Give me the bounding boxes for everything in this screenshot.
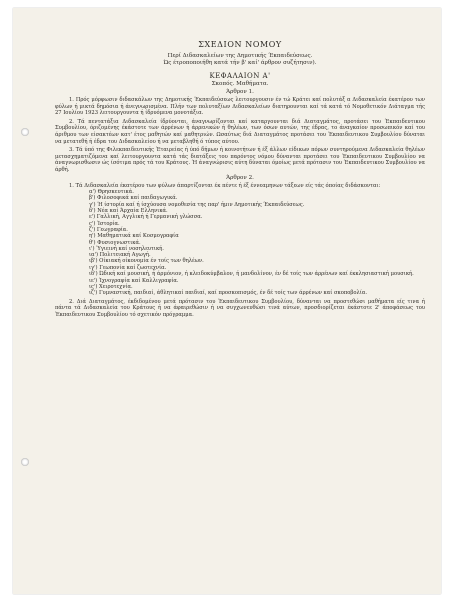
list-item: θ') Φυσιογνωστικά. xyxy=(89,239,141,246)
paragraph-3: 3. Τά ύπό της Φιλεκπαιδευτικής Έταιρείας ή ύπό δήμων ή κοινοτήτων ή έξ άλλων είδικων πόρων συντηρούμενα Διδασκαλεία θηλέων μετασχηματιζόμενα καί λειτουργουντα κατά τάς διατάξεις του παρόντος νόμου δύνανται προτάσει του Έκπαιδευτικου Συμβουλίου να άναγνωρισθωσιν ώς ίσότιμα πρός τά του Κράτους. Ή άναγνώρισις αύτη δύναται όμοίως μετά πρότασιν του Έκπαιδευτικου Συμβουλίου να άρθή. xyxy=(55,147,425,173)
list-item: β') Φιλοσοφικά καί παιδαγωγικά. xyxy=(89,195,178,202)
list-item: δ') Νέα καί Άρχαία Ελληνικά. xyxy=(89,208,168,215)
list-item: γ') Ή ίστορία καί ή ίσχύουσα νομοθεσία της παρ' ήμιν Δημοτικής Έκπαιδεύσεως. xyxy=(89,201,305,208)
list-item: ζ') Γεωγραφία. xyxy=(89,226,128,233)
chapter-subheading: Σκοπός. Μαθήματα. xyxy=(211,81,269,87)
document-body xyxy=(55,40,425,319)
paragraph-5: 2. Διά Διαταγμάτος, έκδιδομένου μετά πρότασιν του Έκπαιδευτικου Συμβουλίου, δύνανται να προστεθώσι μαθήματα είς τινα ή πάντα τά Διδασκαλεία του Κράτους ή να άφαιρεθώσιν ή να συγχωνευθώσι τινά αύτων, προσδιορίζεται έκάστοτε 2' άποφάσεως του Έκπαιδευτικου Συμβουλίου τό σχετικόν πρόγραμμα. xyxy=(55,298,425,318)
subtitle-line-1: Περί Διδασκαλείων της Δημοτικής Έκπαιδεύσεως. xyxy=(167,53,313,59)
document-title: ΣΧΕΔΙΟΝ ΝΟΜΟΥ xyxy=(198,40,282,49)
list-item: ε') Γαλλική, Αγγλική ή Γερμανική γλώσσα. xyxy=(89,214,203,221)
list-item: ιε') Ίχνογραφία καί Καλλιγραφία. xyxy=(89,277,179,284)
list-item: ια') Πολιτειακή Αγωγή. xyxy=(89,252,151,259)
list-item: ς') Ίστορία. xyxy=(89,220,120,227)
subject-list xyxy=(55,189,425,297)
paragraph-2: 2. Τά πεντατάξια Διδασκαλεία ίδρύονται, άναγνωρίζονται καί καταργουνται διά Διαταγμάτος, προτάσει του Έκπαιδευτικου Συμβουλίου, όριζομένης έκάστοτε των άρρένων ή άρρενικών ή θηλέων, των όσων αυτών, της έδρας, το άναγκαίον προσωπικόν καί του άριθμου των είσακτέων κατ' έτος μαθητών καί μαθητριών. Ωσαύτως διά Διαταγμάτος προτάσει του Έκπαιδευτικου Συμβουλίου δύναται να μετατεθή ή έδρα του Διδασκαλείου ή να μεταβληθή ό τύπος αύτου. xyxy=(55,118,425,145)
article-2-heading: Άρθρον 2. xyxy=(226,174,254,181)
paragraph-4: 1. Τά Διδασκαλεία έκατέρου των φύλων άπαρτίζονται έκ πέντε ή έξ έννεαμηνων τάξεων είς τάς όποίας διδάσκονται: xyxy=(69,182,381,189)
paragraph-1: 1. Πρός μόρφωσιν διδασκάλων της Δημοτικής Έκπαιδεύσεως λειτουργουσιν έν τώ Κράτει καί πολυτάξ α Διδασκαλεία έκατέρου των φύλων ή μικτά δημόσια ή άνεγνωρισμένα. Πλήν των πολυταξίων Διδασκαλείων διατηρουνται καί τά κατά τό Νομοθετικόν Διάταγμα τής 27 Ιουλίου 1923 λειτουργουντα ή ίδρυόμενα μονοτάξια. xyxy=(55,97,425,117)
list-item: ιβ') Οίκιακή οίκονομία έν τοίς των θηλέων. xyxy=(89,258,204,265)
list-item: ιζ') Γυμναστική, παιδιαί, άθλητικαί παιδιαί, καί προσκοπισμός, έν δέ τοίς των άρρένων καί σκοποβολία. xyxy=(89,290,368,297)
subtitle-line-2: Ώς έτροποποιήθη κατά τήν β' καί' άρθρον συζήτησιν). xyxy=(163,60,317,66)
list-item: ιγ') Γεωπονία καί ζωοτεχνία. xyxy=(89,264,167,271)
list-item: ι') Ύγιεινή καί νοσηλευτική. xyxy=(89,245,164,252)
punch-hole-top xyxy=(21,128,29,136)
chapter-heading: ΚΕΦΑΛΑΙΟΝ Α' xyxy=(209,72,271,80)
list-item: α') Θρησκευτικά. xyxy=(89,189,134,196)
list-item: ιδ') Ώδική καί μουσική, ή άρμόνιον, ή κλειδοκύμβαλον, ή μανδολίνον, έν δέ τοίς των άρρένων καί έκκλησιαστική μουσική. xyxy=(89,270,414,277)
article-1-heading: Άρθρον 1. xyxy=(226,89,254,95)
punch-hole-bottom xyxy=(21,458,29,466)
list-item: ις') Χειροτεχνία. xyxy=(89,283,133,290)
list-item: η') Μαθηματικά καί Κοσμογραφία xyxy=(89,233,179,240)
document-page xyxy=(13,8,441,594)
